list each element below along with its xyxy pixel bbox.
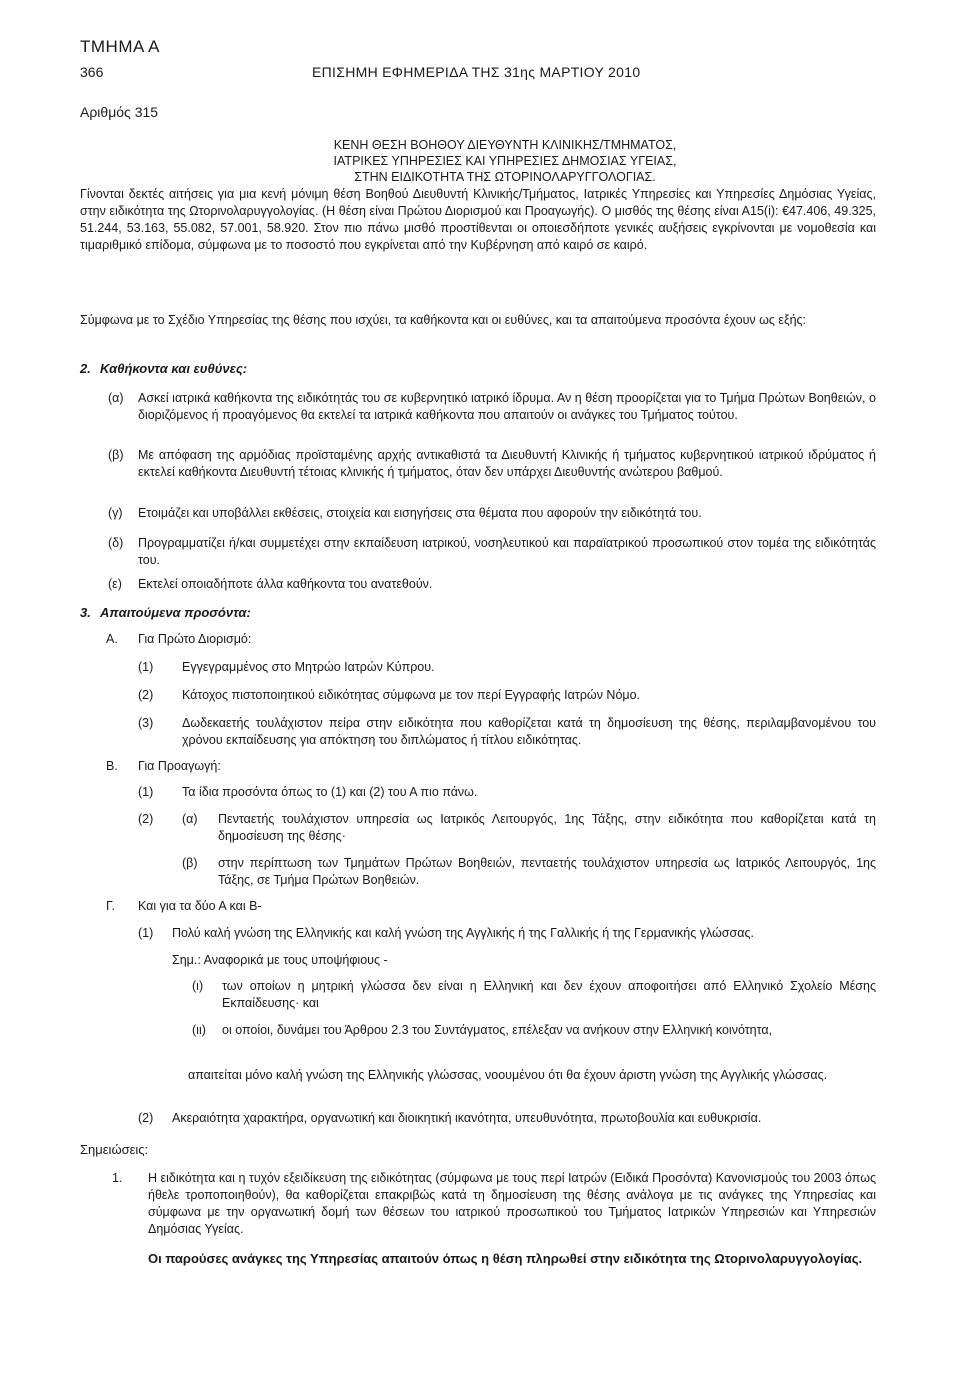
page-number: 366 [80,64,104,80]
section-a-title: Για Πρώτο Διορισμό: [138,632,252,646]
qual-c1-text: Πολύ καλή γνώση της Ελληνικής και καλή γνώση της Αγγλικής ή της Γαλλικής ή της Γερμανικής γλώσσας. [172,926,754,940]
note-ii-label: (ιι) [192,1023,206,1037]
duty-text: Ασκεί ιατρικά καθήκοντα της ειδικότητάς του σε κυβερνητικό ιατρικό ίδρυμα. Αν η θέση προορίζεται για το Τμήμα Πρώτων Βοηθειών, ο διοριζόμενος ή προαγόμενος θα εκτελεί τα ιατρικά καθήκοντα που απαιτούν οι ανάγκες του Τμήματος τούτου. [138,391,876,422]
duty-text: Προγραμματίζει ή/και συμμετέχει στην εκπαίδευση ιατρικού, νοσηλευτικού και παραϊατρικού προσωπικού στον τομέα της ειδικότητάς του. [138,536,876,567]
notice-number: Αριθμός 315 [80,104,159,120]
quals-heading-number: 3. [80,605,91,620]
plan-paragraph: Σύμφωνα με το Σχέδιο Υπηρεσίας της θέσης που ισχύει, τα καθήκοντα και οι ευθύνες, και τα απαιτούμενα προσόντα έχουν ως εξής: [80,313,807,327]
section-b-label: Β. [106,759,118,773]
duty-label: (ε) [108,577,122,591]
duties-heading: Καθήκοντα και ευθύνες: [100,361,248,376]
qual-b1-label: (1) [138,785,154,799]
intro-paragraph: Γίνονται δεκτές αιτήσεις για μια κενή μόνιμη θέση Βοηθού Διευθυντή Κλινικής/Τμήματος, Ιατρικές Υπηρεσίες και Υπηρεσίες Δημόσιας Υγείας, στην ειδικότητα της Ωτορινολαρυγγολογίας. (Η θέση είναι Πρώτου Διορισμού και Προαγωγής). Ο μισθός της θέσης είναι Α15(i): €47.406, 49.325, 51.244, 53.163, 55.082, 57.001, 58.920. Στον πιο πάνω μισθό προστίθενται οι οποιεσδήποτε γενικές αυξήσεις εγκρίνονται με νομοθεσία και τιμαριθμικό επίδομα, σύμφωνα με το ποσοστό που εγκρίνεται από την Κυβέρνηση από καιρό σε καιρό. [80,187,876,252]
duty-text: Ετοιμάζει και υποβάλλει εκθέσεις, στοιχεία και εισηγήσεις στα θέματα που αφορούν την ειδικότητά του. [138,506,702,520]
qual-b2-label: (2) [138,812,154,826]
qual-a-label: (2) [138,688,154,702]
section-b-title: Για Προαγωγή: [138,759,221,773]
qual-c2-label: (2) [138,1111,154,1125]
qual-b2a-text: Πενταετής τουλάχιστον υπηρεσία ως Ιατρικός Λειτουργός, 1ης Τάξης, στην ειδικότητα που καθορίζεται κατά τη δημοσίευση της θέσης· [218,812,876,843]
section-c-title: Και για τα δύο Α και Β- [138,899,262,913]
section-label: ΤΜΗΜΑ Α [80,37,161,56]
duty-label: (γ) [108,506,123,520]
note-prefix: Σημ.: Αναφορικά με τους υποψήφιους - [172,953,388,967]
note-i-label: (ι) [192,979,204,993]
qual-a-text: Δωδεκαετής τουλάχιστον πείρα στην ειδικότητα που καθορίζεται κατά τη δημοσίευση της θέσης, περιλαμβανομένου του χρόνου εκπαίδευσης για απόκτηση του διπλώματος ή τίτλου ειδικότητας. [182,716,876,747]
title-line: ΙΑΤΡΙΚΕΣ ΥΠΗΡΕΣΙΕΣ ΚΑΙ ΥΠΗΡΕΣΙΕΣ ΔΗΜΟΣΙΑΣ ΥΓΕΙΑΣ, [333,154,677,168]
section-c-label: Γ. [106,899,115,913]
qual-a-text: Κάτοχος πιστοποιητικού ειδικότητας σύμφωνα με τον περί Εγγραφής Ιατρών Νόμο. [182,688,641,702]
notice-title [270,137,740,185]
duty-text: Εκτελεί οποιαδήποτε άλλα καθήκοντα του ανατεθούν. [138,577,433,591]
qual-b1-text: Τα ίδια προσόντα όπως το (1) και (2) του Α πιο πάνω. [182,785,478,799]
qual-c1-label: (1) [138,926,154,940]
gazette-title: ΕΠΙΣΗΜΗ ΕΦΗΜΕΡΙΔΑ ΤΗΣ 31ης ΜΑΡΤΙΟΥ 2010 [312,64,641,80]
qual-b2b-text: στην περίπτωση των Τμημάτων Πρώτων Βοηθειών, πενταετής τουλάχιστον υπηρεσία ως Ιατρικός Λειτουργός, 1ης Τάξης, σε Τμήμα Πρώτων Βοηθειών. [218,856,876,887]
remark-1-text: Η ειδικότητα και η τυχόν εξειδίκευση της ειδικότητας (σύμφωνα με τους περί Ιατρών (Ειδικά Προσόντα) Κανονισμούς του 2003 όπως ήθελε τροποποιηθούν), θα καθορίζεται επακριβώς κατά τη δημοσίευση της θέσης ανάλογα με τις ανάγκες της Υπηρεσίας και σύμφωνα με την οργανωτική δομή των θέσεων του ιατρικού προσωπικού του Τμήματος Ιατρικών Υπηρεσιών και Υπηρεσιών Δημόσιας Υγείας. [148,1171,876,1236]
qual-a-text: Εγγεγραμμένος στο Μητρώο Ιατρών Κύπρου. [182,660,435,674]
quals-heading: Απαιτούμενα προσόντα: [100,605,251,620]
title-line: ΚΕΝΗ ΘΕΣΗ ΒΟΗΘΟΥ ΔΙΕΥΘΥΝΤΗ ΚΛΙΝΙΚΗΣ/ΤΜΗΜΑΤΟΣ, [333,138,677,152]
qual-b2b-label: (β) [182,856,198,870]
section-a-label: Α. [106,632,118,646]
note-ii-text: οι οποίοι, δυνάμει του Άρθρου 2.3 του Συντάγματος, επέλεξαν να ανήκουν στην Ελληνική κοινότητα, [222,1023,773,1037]
duty-label: (β) [108,448,124,462]
note-end: απαιτείται μόνο καλή γνώση της Ελληνικής γλώσσας, νοουμένου ότι θα έχουν άριστη γνώση της Αγγλικής γλώσσας. [188,1068,828,1082]
remarks-heading: Σημειώσεις: [80,1142,149,1157]
title-line: ΣΤΗΝ ΕΙΔΙΚΟΤΗΤΑ ΤΗΣ ΩΤΟΡΙΝΟΛΑΡΥΓΓΟΛΟΓΙΑΣ. [354,170,656,184]
remark-1-bold-note: Οι παρούσες ανάγκες της Υπηρεσίας απαιτούν όπως η θέση πληρωθεί στην ειδικότητα της Ωτορινολαρυγγολογίας. [148,1251,863,1266]
duties-heading-number: 2. [80,361,91,376]
note-i-text: των οποίων η μητρική γλώσσα δεν είναι η Ελληνική και δεν έχουν αποφοιτήσει από Ελληνικό Σχολείο Μέσης Εκπαίδευσης· και [222,979,876,1010]
qual-b2a-label: (α) [182,812,198,826]
qual-a-label: (1) [138,660,154,674]
qual-c2-text: Ακεραιότητα χαρακτήρα, οργανωτική και διοικητική ικανότητα, υπευθυνότητα, πρωτοβουλία και ευθυκρισία. [172,1111,762,1125]
remark-1-label: 1. [112,1171,123,1185]
duty-label: (α) [108,391,124,405]
duty-text: Με απόφαση της αρμόδιας προϊσταμένης αρχής αντικαθιστά τα Διευθυντή Κλινικής ή τμήματος κυβερνητικού ιατρικού ιδρύματος ή εκτελεί καθήκοντα Διευθυντή τέτοιας κλινικής ή τμήματος, όταν δεν υπάρχει Διευθυντής ανώτερου βαθμού. [138,448,876,479]
qual-a-label: (3) [138,716,154,730]
duty-label: (δ) [108,536,124,550]
